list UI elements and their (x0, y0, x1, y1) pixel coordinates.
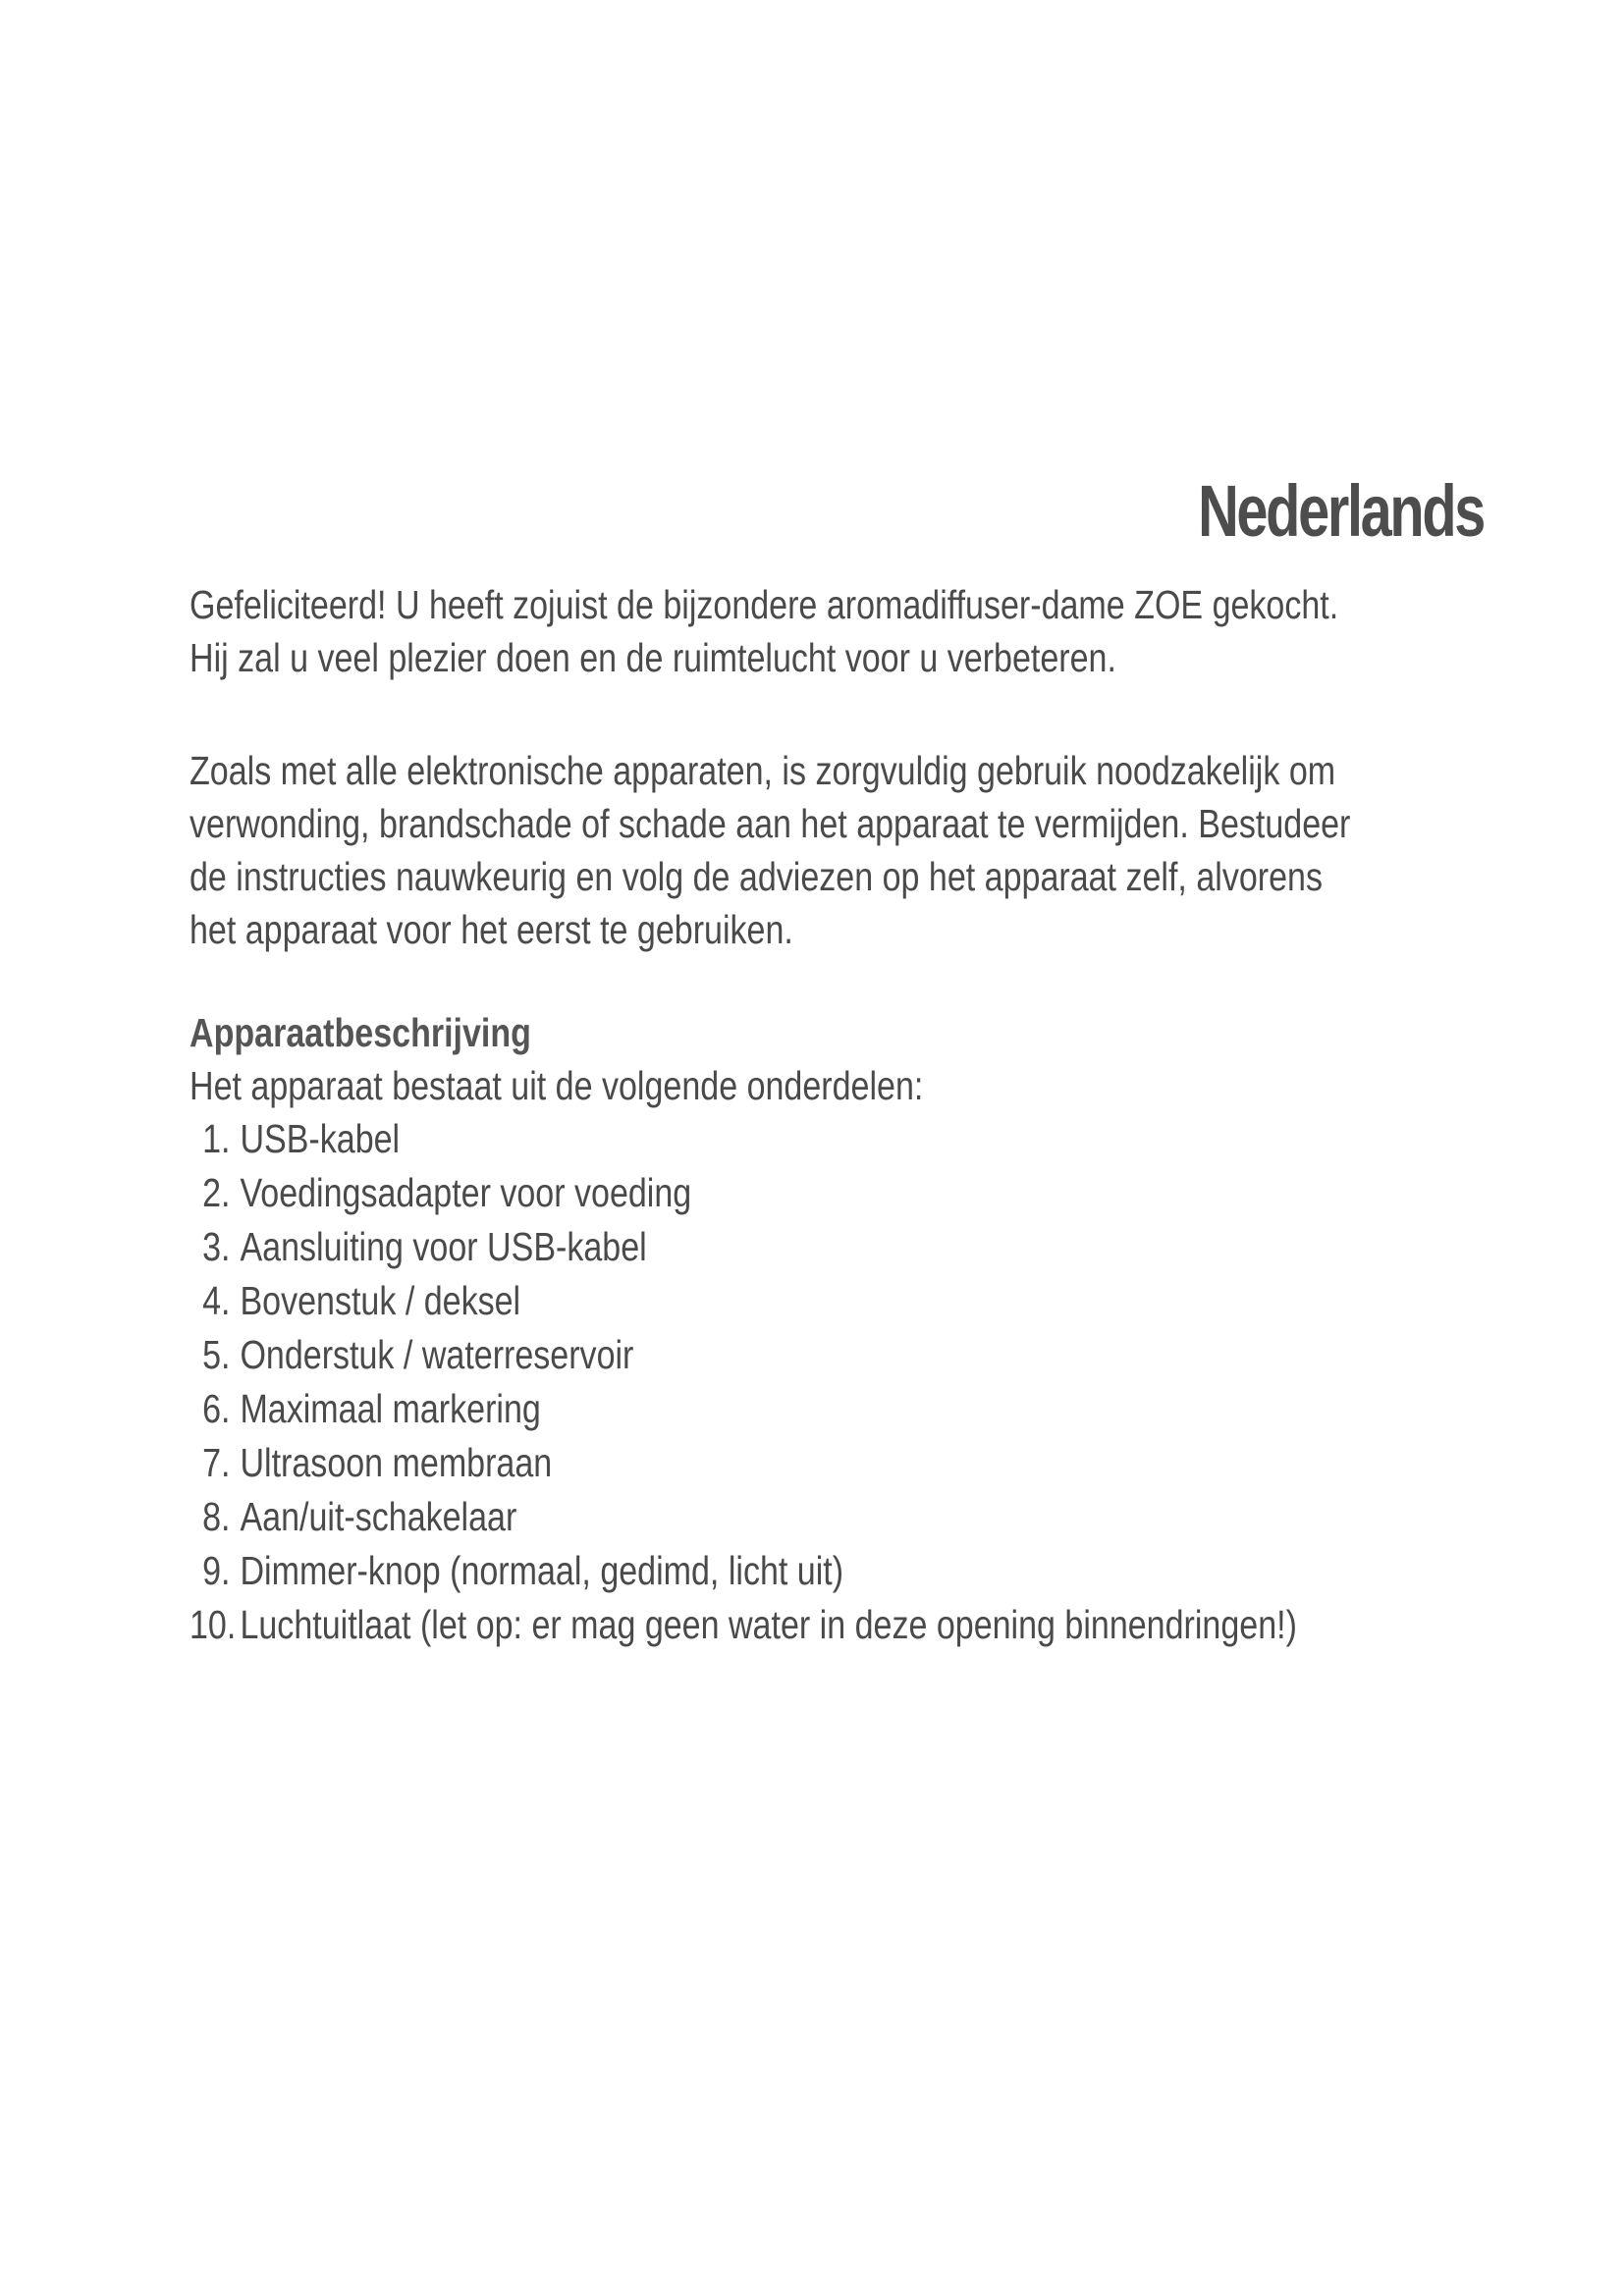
list-item (189, 1220, 1249, 1274)
list-label: Luchtuitlaat (let op: er mag geen water in deze opening binnendringen!) (240, 1602, 1297, 1647)
list-number: 2. (202, 1170, 231, 1215)
list-number: 10. (189, 1602, 237, 1647)
list-label: Aansluiting voor USB-kabel (240, 1224, 647, 1269)
list-number: 7. (202, 1440, 231, 1485)
safety-line: verwonding, brandschade of schade aan het apparaat te vermijden. Bestudeer (189, 801, 1351, 846)
list-number: 9. (202, 1548, 231, 1593)
intro-line: Gefeliciteerd! U heeft zojuist de bijzondere aromadiffuser-dame ZOE gekocht. (189, 582, 1339, 627)
safety-line: de instructies nauwkeurig en volg de adviezen op het apparaat zelf, alvorens (189, 854, 1323, 899)
safety-line: het apparaat voor het eerst te gebruiken. (189, 907, 793, 952)
list-label: Dimmer-knop (normaal, gedimd, licht uit) (240, 1548, 844, 1593)
list-number: 8. (202, 1494, 231, 1539)
list-label: Onderstuk / waterreservoir (240, 1332, 634, 1377)
list-label: Ultrasoon membraan (240, 1440, 553, 1485)
list-label: Voedingsadapter voor voeding (240, 1170, 692, 1215)
device-description-section (189, 1006, 1297, 1652)
list-label: Aan/uit-schakelaar (240, 1494, 517, 1539)
list-item (189, 1598, 1297, 1652)
list-number: 5. (202, 1332, 231, 1377)
safety-line: Zoals met alle elektronische apparaten, is zorgvuldig gebruik noodzakelijk om (189, 748, 1336, 793)
parts-list (189, 1112, 1297, 1652)
list-item (189, 1490, 1249, 1544)
parts-intro: Het apparaat bestaat uit de volgende onderdelen: (189, 1063, 924, 1108)
list-item (189, 1274, 1249, 1328)
list-item (189, 1382, 1249, 1436)
list-number: 1. (202, 1116, 231, 1161)
list-number: 3. (202, 1224, 231, 1269)
list-item (189, 1166, 1249, 1220)
list-item (189, 1436, 1249, 1490)
list-item (189, 1328, 1249, 1382)
list-item (189, 1112, 1249, 1166)
list-number: 6. (202, 1386, 231, 1431)
intro-paragraph (189, 578, 1339, 684)
list-label: Maximaal markering (240, 1386, 541, 1431)
safety-paragraph (189, 744, 1351, 956)
list-item (189, 1544, 1249, 1598)
list-label: Bovenstuk / deksel (240, 1278, 521, 1323)
intro-line: Hij zal u veel plezier doen en de ruimtelucht voor u verbeteren. (189, 635, 1116, 680)
page-title: Nederlands (1198, 470, 1484, 552)
list-number: 4. (202, 1278, 231, 1323)
list-label: USB-kabel (240, 1116, 401, 1161)
section-heading: Apparaatbeschrijving (189, 1010, 531, 1055)
